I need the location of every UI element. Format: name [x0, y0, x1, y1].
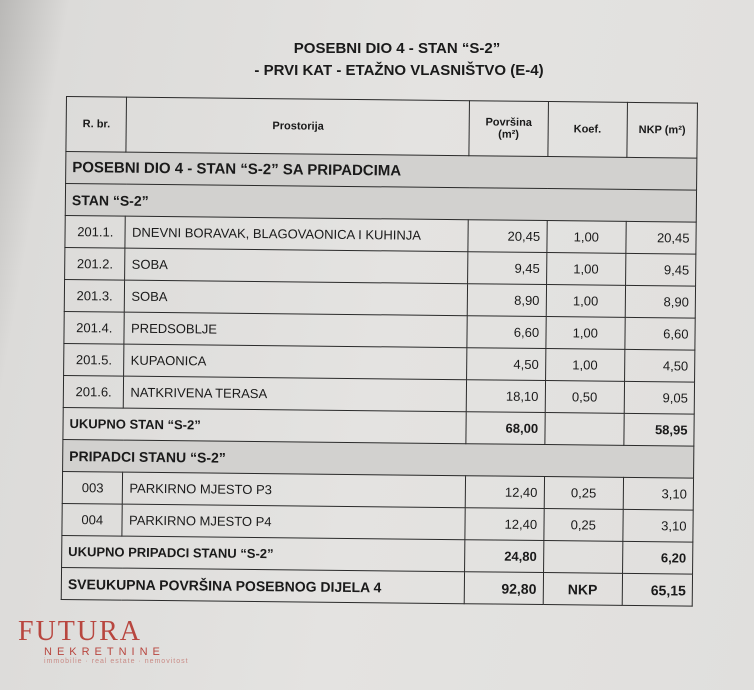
- cell-koef: 1,00: [546, 253, 626, 286]
- cell-povrsina: 9,45: [468, 252, 547, 285]
- logo-sub-text: NEKRETNINE: [44, 646, 165, 658]
- cell-rbr: 201.5.: [64, 343, 125, 376]
- cell-nkp: 6,60: [625, 317, 695, 350]
- cell-name: PARKIRNO MJESTO P4: [122, 504, 465, 540]
- cell-rbr: 003: [62, 471, 123, 504]
- cell-koef: 1,00: [545, 317, 625, 350]
- pripadci-total-povrsina: 24,80: [465, 540, 544, 573]
- grand-total-row: [61, 567, 692, 606]
- cell-rbr: 201.6.: [63, 375, 124, 408]
- futura-watermark-logo: [18, 618, 189, 665]
- cell-povrsina: 4,50: [467, 348, 546, 381]
- cell-nkp: 4,50: [624, 349, 694, 382]
- cell-povrsina: 18,10: [467, 380, 546, 413]
- empty-cell: [543, 541, 623, 574]
- pripadci-title: PRIPADCI STANU “S-2”: [63, 439, 694, 478]
- section-title: POSEBNI DIO 4 - STAN “S-2” SA PRIPADCIMA: [66, 152, 697, 191]
- document-title: POSEBNI DIO 4 - STAN “S-2”: [293, 40, 501, 57]
- pripadci-total-nkp: 6,20: [622, 541, 692, 574]
- cell-rbr: 201.2.: [65, 247, 126, 280]
- cell-name: PARKIRNO MJESTO P3: [123, 472, 466, 508]
- logo-main-text: FUTURA: [18, 616, 143, 647]
- cell-koef: 1,00: [545, 349, 625, 382]
- stan-title: STAN “S-2”: [65, 184, 696, 223]
- cell-nkp: 3,10: [623, 477, 693, 510]
- cell-nkp: 9,45: [625, 253, 695, 286]
- cell-name: SOBA: [125, 280, 468, 316]
- grand-total-koef: NKP: [543, 573, 623, 606]
- cell-povrsina: 12,40: [465, 508, 544, 541]
- cell-nkp: 3,10: [623, 509, 693, 542]
- cell-povrsina: 12,40: [466, 476, 545, 509]
- header-rbr: R. br.: [66, 97, 127, 153]
- logo-tagline: immobilie · real estate · nemovitost: [44, 658, 189, 665]
- cell-rbr: 201.1.: [65, 215, 126, 248]
- header-povrsina: Površina (m²): [469, 101, 548, 157]
- cell-povrsina: 8,90: [468, 284, 547, 317]
- pripadci-total-label: UKUPNO PRIPADCI STANU “S-2”: [62, 535, 466, 571]
- area-table: [61, 96, 698, 607]
- cell-name: KUPAONICA: [124, 344, 467, 380]
- cell-koef: 0,25: [544, 477, 624, 510]
- grand-total-povrsina: 92,80: [465, 572, 544, 605]
- header-prostorija: Prostorija: [126, 97, 469, 156]
- header-koef: Koef.: [547, 102, 627, 158]
- cell-koef: 0,25: [543, 509, 623, 542]
- cell-nkp: 20,45: [626, 221, 696, 254]
- stan-total-nkp: 58,95: [624, 413, 694, 446]
- stan-total-label: UKUPNO STAN “S-2”: [63, 407, 467, 443]
- cell-koef: 1,00: [546, 285, 626, 318]
- empty-cell: [544, 413, 624, 446]
- cell-rbr: 004: [62, 503, 123, 536]
- cell-rbr: 201.3.: [64, 279, 125, 312]
- cell-nkp: 9,05: [624, 381, 694, 414]
- header-nkp: NKP (m²): [627, 102, 698, 158]
- table-header-row: [66, 97, 698, 159]
- stan-total-povrsina: 68,00: [466, 412, 545, 445]
- cell-rbr: 201.4.: [64, 311, 125, 344]
- cell-koef: 1,00: [546, 221, 626, 254]
- cell-name: PREDSOBLJE: [124, 312, 467, 348]
- grand-total-nkp: 65,15: [622, 573, 692, 606]
- cell-koef: 0,50: [545, 381, 625, 414]
- cell-nkp: 8,90: [625, 285, 695, 318]
- document-subtitle: - PRVI KAT - ETAŽNO VLASNIŠTVO (E-4): [254, 62, 544, 79]
- cell-name: NATKRIVENA TERASA: [124, 376, 467, 412]
- cell-name: DNEVNI BORAVAK, BLAGOVAONICA I KUHINJA: [125, 216, 468, 252]
- cell-povrsina: 20,45: [468, 220, 547, 253]
- cell-povrsina: 6,60: [467, 316, 546, 349]
- grand-total-label: SVEUKUPNA POVRŠINA POSEBNOG DIJELA 4: [61, 567, 465, 603]
- cell-name: SOBA: [125, 248, 468, 284]
